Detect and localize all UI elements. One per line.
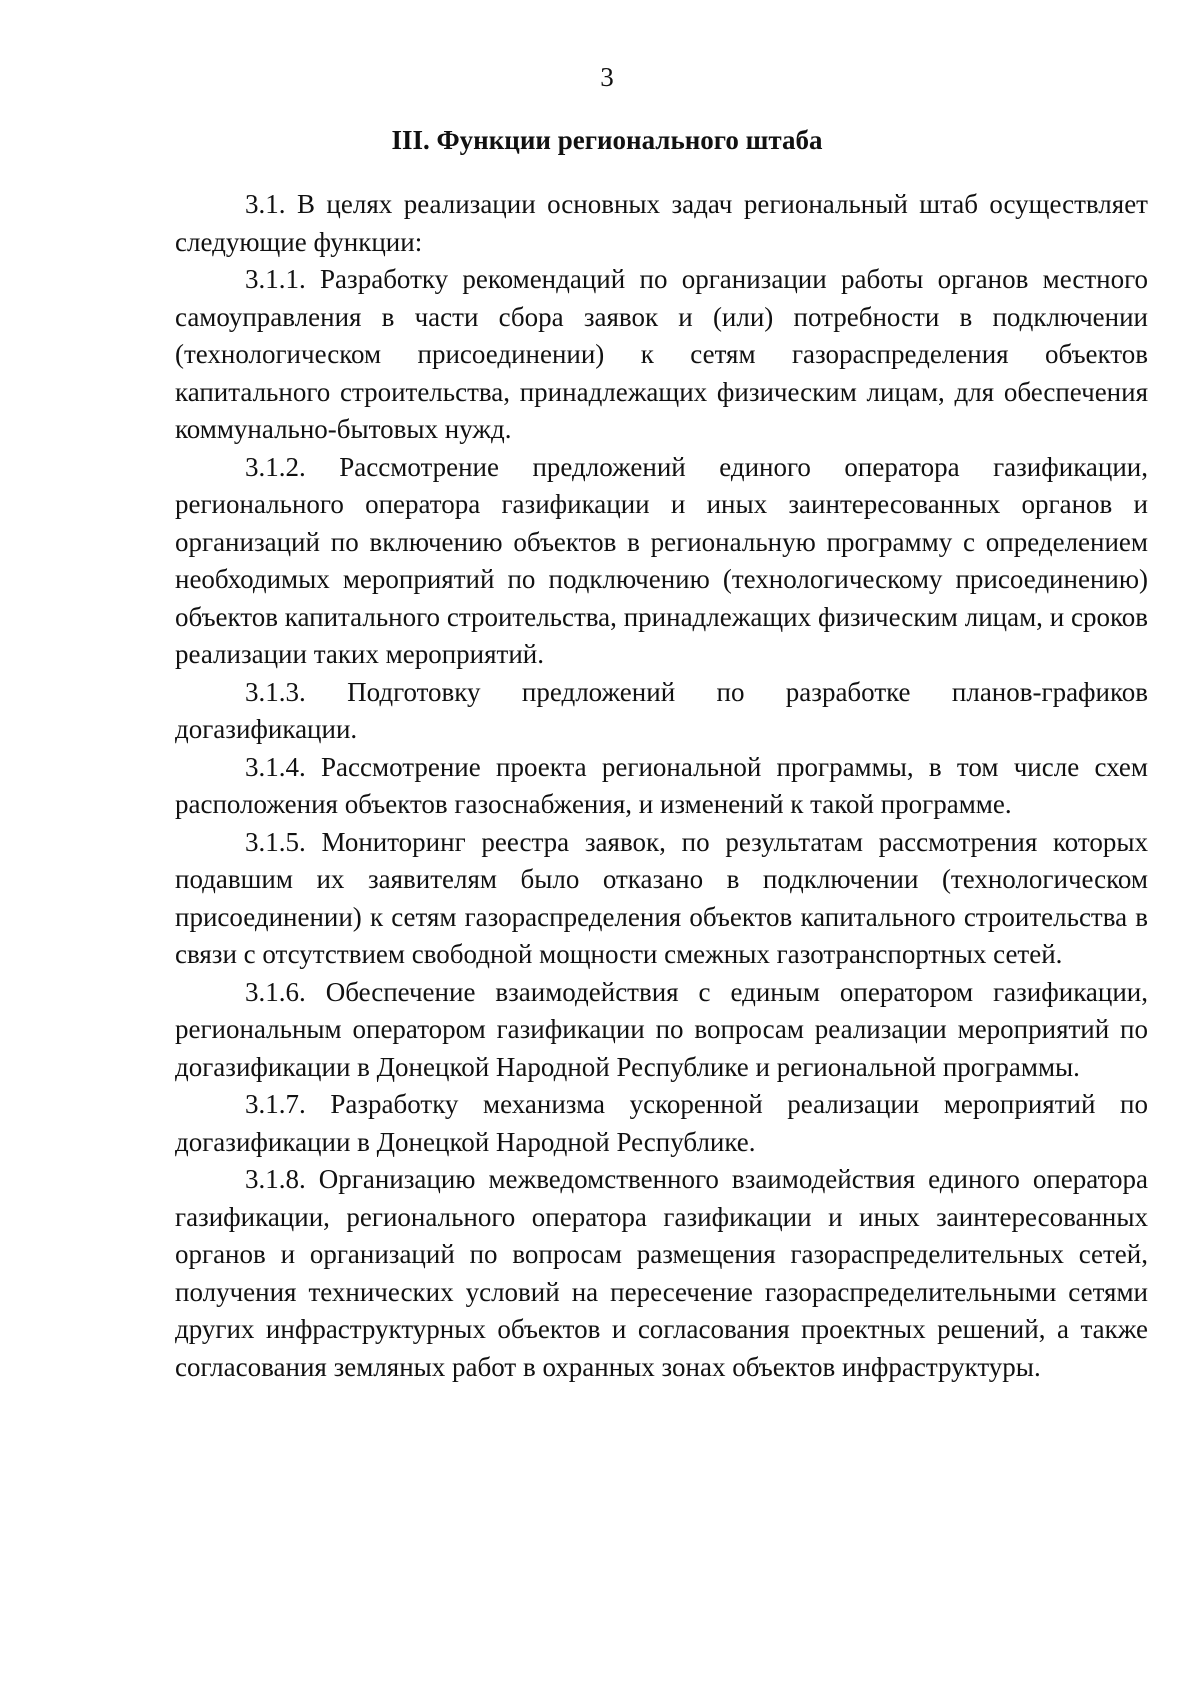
paragraph-3-1: 3.1. В целях реализации основных задач региональный штаб осуществляет следующие функции: [175,189,1148,257]
paragraph-3-1-1: 3.1.1. Разработку рекомендаций по организации работы органов местного самоуправления в части сбора заявок и (или) потребности в подключении (технологическом присоединении) к сетям газораспределения объектов капитального строительства, принадлежащих физическим лицам, для обеспечения коммунально-бытовых нужд. [175,264,1148,444]
paragraph-3-1-5: 3.1.5. Мониторинг реестра заявок, по результатам рассмотрения которых подавшим их заявителям было отказано в подключении (технологическом присоединении) к сетям газораспределения объектов капитального строительства в связи с отсутствием свободной мощности смежных газотранспортных сетей. [175,826,1148,969]
paragraph-3-1-8: 3.1.8. Организацию межведомственного взаимодействия единого оператора газификации, регионального оператора газификации и иных заинтересованных органов и организаций по вопросам размещения газораспределительных сетей, получения технических условий на пересечение газораспределительными сетями других инфраструктурных объектов и согласования проектных решений, а также согласования земляных работ в охранных зонах объектов инфраструктуры. [175,1164,1148,1382]
document-body [175,186,1148,1386]
paragraph-3-1-7: 3.1.7. Разработку механизма ускоренной реализации мероприятий по догазификации в Донецкой Народной Республике. [175,1089,1148,1157]
section-title: III. Функции регионального штаба [391,125,823,155]
paragraph-3-1-3: 3.1.3. Подготовку предложений по разработке планов-графиков догазификации. [175,676,1148,744]
paragraph-3-1-4: 3.1.4. Рассмотрение проекта региональной программы, в том числе схем расположения объектов газоснабжения, и изменений к такой программе. [175,751,1148,819]
paragraph-3-1-2: 3.1.2. Рассмотрение предложений единого оператора газификации, регионального оператора газификации и иных заинтересованных органов и организаций по включению объектов в региональную программу с определением необходимых мероприятий по подключению (технологическому присоединению) объектов капитального строительства, принадлежащих физическим лицам, и сроков реализации таких мероприятий. [175,451,1148,669]
page-number: 3 [600,62,614,92]
paragraph-3-1-6: 3.1.6. Обеспечение взаимодействия с единым оператором газификации, региональным оператором газификации по вопросам реализации мероприятий по догазификации в Донецкой Народной Республике и региональной программы. [175,976,1148,1082]
